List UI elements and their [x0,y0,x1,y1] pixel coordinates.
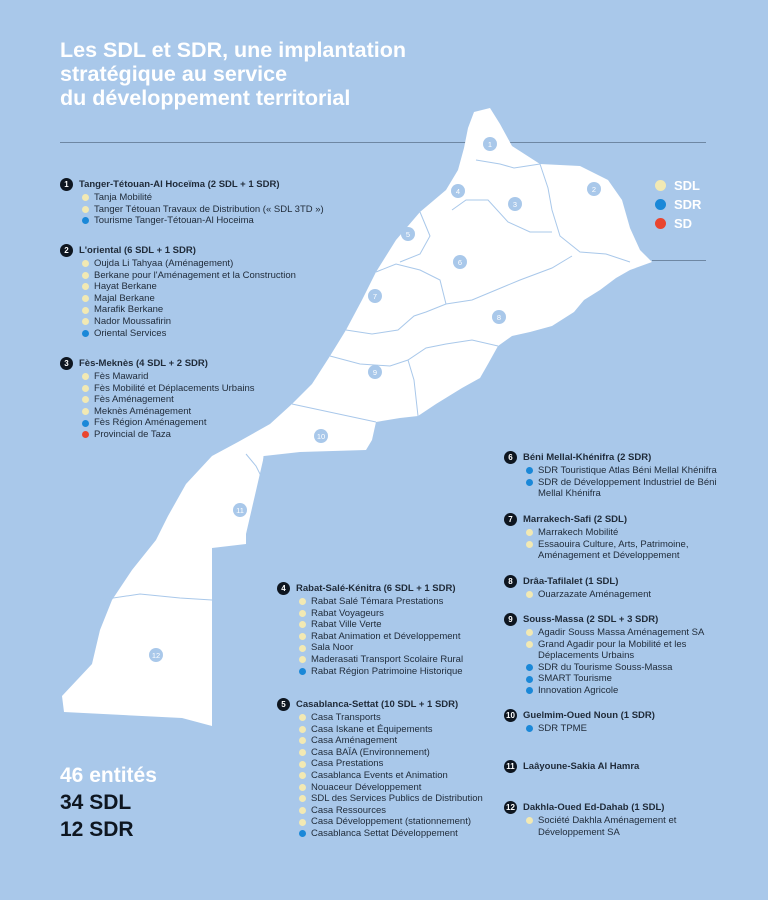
sdr-dot-icon [526,664,533,671]
entity-name: Grand Agadir pour la Mobilité et les Déplacements Urbains [538,638,687,662]
entity-name: SDL des Services Publics de Distribution [311,793,483,805]
sdl-dot-icon [299,726,306,733]
sdr-dot-icon [526,467,533,474]
svg-text:5: 5 [405,230,411,239]
region-heading [60,178,390,191]
svg-text:3: 3 [512,200,518,209]
region-block-10 [504,709,719,735]
region-number-badge: 6 [504,451,517,464]
sdr-dot-icon [526,676,533,683]
svg-text:9: 9 [372,368,378,377]
entity-item [60,328,390,340]
entity-name: Casa Aménagement [311,735,398,747]
region-marker-5 [401,227,415,241]
entity-item [60,316,390,328]
legend-item-sd [655,214,701,233]
entity-item [504,815,719,838]
entity-name: Agadir Souss Massa Aménagement SA [538,627,705,638]
sdl-dot-icon [299,807,306,814]
entity-item [277,735,517,747]
region-marker-6 [453,255,467,269]
sdl-dot-icon [299,645,306,652]
sdl-dot-icon [526,591,533,598]
entity-item [60,304,390,316]
entity-item [504,477,719,500]
entity-item [277,712,517,724]
region-marker-4 [451,184,465,198]
region-number-badge: 3 [60,357,73,370]
entity-name: Rabat Salé Témara Prestations [311,596,444,607]
region-number-badge: 9 [504,613,517,626]
entity-name: Rabat Voyageurs [311,607,384,619]
entity-item [277,596,507,608]
region-number-badge: 5 [277,698,290,711]
region-heading [504,513,719,526]
entity-item [60,371,390,383]
sdl-dot-icon [299,714,306,721]
region-heading [504,451,719,464]
entity-name: Casa Iskane et Équipements [311,723,433,735]
sdl-dot-icon [82,385,89,392]
entity-name: Majal Berkane [94,292,155,304]
entity-name: Tanger Tétouan Travaux de Distribution (« SDL 3TD ») [94,203,324,215]
sdl-dot-icon [299,656,306,663]
region-marker-3 [508,197,522,211]
sdr-dot-icon [526,687,533,694]
region-block-12 [504,801,719,838]
legend-item-sdr [655,195,701,214]
entity-item [60,204,390,216]
region-heading [504,575,719,588]
region-number-badge: 2 [60,244,73,257]
title-line-2: stratégique au service [60,62,288,86]
sdr-dot-icon [526,725,533,732]
region-title: Laâyoune-Sakia Al Hamra [523,760,640,772]
entity-item [60,215,390,227]
svg-text:6: 6 [457,258,463,267]
entity-name: Nouaceur Développement [311,781,422,793]
region-marker-2 [587,182,601,196]
entity-item [277,747,517,759]
entity-name: Rabat Animation et Développement [311,630,461,642]
entity-name: SDR de Développement Industriel de Béni Mellal Khénifra [538,476,717,500]
region-number-badge: 10 [504,709,517,722]
region-title: Rabat-Salé-Kénitra (6 SDL + 1 SDR) [296,582,456,594]
entity-name: Meknès Aménagement [94,405,192,417]
region-title: Marrakech-Safi (2 SDL) [523,513,628,525]
entity-name: Casa Transports [311,712,381,723]
sdl-dot-icon [82,307,89,314]
region-title: Drâa-Tafilalet (1 SDL) [523,575,619,587]
entity-item [277,828,517,840]
svg-text:12: 12 [151,651,161,660]
title-line-1: Les SDL et SDR, une implantation [60,38,407,62]
entity-item [60,281,390,293]
region-marker-11 [233,503,247,517]
title-line-3: du développement territorial [60,86,351,110]
sdr-dot-icon [655,199,666,210]
entity-item [277,654,507,666]
region-heading [277,698,517,711]
entity-name: SDR TPME [538,723,587,734]
sdr-dot-icon [526,479,533,486]
sdl-dot-icon [299,784,306,791]
sdl-dot-icon [299,598,306,605]
entity-item [277,642,507,654]
region-marker-1 [483,137,497,151]
region-marker-12 [149,648,163,662]
svg-text:8: 8 [496,313,502,322]
entity-name: Sala Noor [311,642,354,654]
sdl-dot-icon [299,610,306,617]
sdl-dot-icon [82,194,89,201]
entity-name: Provincial de Taza [94,428,171,440]
sdl-dot-icon [526,541,533,548]
entity-item [277,816,517,828]
entity-item [60,406,390,418]
entity-item [60,258,390,270]
sdl-dot-icon [82,206,89,213]
entity-name: Maderasati Transport Scolaire Rural [311,653,464,665]
region-heading [60,357,390,370]
entity-name: Casa Prestations [311,758,384,770]
entity-item [277,793,517,805]
region-block-8 [504,575,719,601]
sdr-dot-icon [299,830,306,837]
region-title: Béni Mellal-Khénifra (2 SDR) [523,451,652,463]
entity-name: Marrakech Mobilité [538,527,619,538]
sdl-dot-icon [299,819,306,826]
region-block-5 [277,698,517,840]
region-number-badge: 8 [504,575,517,588]
entity-name: Casa Développement (stationnement) [311,816,472,828]
entity-item [277,724,517,736]
svg-text:11: 11 [236,506,244,515]
sd-dot-icon [82,431,89,438]
entity-item [277,619,507,631]
sdr-dot-icon [82,217,89,224]
entity-name: Nador Moussafirin [94,315,172,327]
entity-name: Casablanca Events et Animation [311,769,448,781]
svg-text:1: 1 [487,140,493,149]
entity-name: Oriental Services [94,327,167,339]
entity-name: SDR Touristique Atlas Béni Mellal Khénifra [538,465,717,476]
legend-item-sdl [655,176,701,195]
entity-name: Berkane pour l'Aménagement et la Construction [94,269,296,281]
entity-item [504,685,719,697]
sdl-dot-icon [82,396,89,403]
region-block-2 [60,244,390,339]
region-block-7 [504,513,719,562]
svg-text:2: 2 [591,185,597,194]
entity-name: Tanja Mobilité [94,192,153,203]
entity-item [60,192,390,204]
region-number-badge: 12 [504,801,517,814]
region-block-11 [504,760,719,774]
region-title: L'oriental (6 SDL + 1 SDR) [79,244,196,256]
entity-item [60,270,390,282]
region-block-4 [277,582,507,677]
entity-item [504,723,719,735]
region-heading [504,801,719,814]
sdl-dot-icon [82,318,89,325]
region-title: Casablanca-Settat (10 SDL + 1 SDR) [296,698,459,710]
svg-text:7: 7 [372,292,378,301]
region-title: Fès-Meknès (4 SDL + 2 SDR) [79,357,208,369]
entity-name: Hayat Berkane [94,281,157,293]
entity-name: Rabat Région Patrimoine Historique [311,665,463,677]
sdl-dot-icon [82,272,89,279]
entity-name: Fès Mobilité et Déplacements Urbains [94,382,255,394]
region-number-badge: 4 [277,582,290,595]
entity-name: Oujda Li Tahyaa (Aménagement) [94,258,234,269]
entity-name: Innovation Agricole [538,684,619,696]
sdl-dot-icon [526,529,533,536]
entity-name: Essaouira Culture, Arts, Patrimoine, Aménagement et Développement [538,538,689,562]
region-title: Tanger-Tétouan-Al Hoceïma (2 SDL + 1 SDR) [79,178,280,190]
region-block-3 [60,357,390,441]
sdl-dot-icon [299,772,306,779]
sd-dot-icon [655,218,666,229]
entity-name: Fès Aménagement [94,394,174,406]
sdl-dot-icon [299,795,306,802]
legend [655,176,701,233]
legend-label: SD [674,216,693,231]
entity-name: SDR du Tourisme Souss-Massa [538,661,673,673]
entity-item [277,666,507,678]
entity-item [504,589,719,601]
entity-item [504,539,719,562]
sdl-dot-icon [299,761,306,768]
sdl-dot-icon [82,295,89,302]
entity-item [277,631,507,643]
sdr-dot-icon [82,420,89,427]
entity-name: Casa BAÏA (Environnement) [311,746,430,758]
entity-item [277,805,517,817]
region-heading [60,244,390,257]
region-marker-8 [492,310,506,324]
entity-item [60,293,390,305]
entity-item [277,608,507,620]
region-number-badge: 7 [504,513,517,526]
region-block-9 [504,613,719,697]
sdl-dot-icon [526,817,533,824]
entity-name: Rabat Ville Verte [311,619,382,631]
svg-text:4: 4 [455,187,461,196]
entity-name: Marafik Berkane [94,304,164,316]
legend-label: SDL [674,178,700,193]
entity-item [504,673,719,685]
entity-item [504,465,719,477]
entity-name: Tourisme Tanger-Tétouan-Al Hoceima [94,215,254,227]
entity-item [504,662,719,674]
region-number-badge: 1 [60,178,73,191]
sdl-dot-icon [655,180,666,191]
entity-item [60,417,390,429]
entity-item [504,627,719,639]
region-title: Dakhla-Oued Ed-Dahab (1 SDL) [523,801,665,813]
region-number-badge: 11 [504,760,517,773]
entity-item [504,639,719,662]
sdl-dot-icon [526,641,533,648]
region-title: Guelmim-Oued Noun (1 SDR) [523,709,655,721]
sdr-dot-icon [82,330,89,337]
entity-item [277,770,517,782]
region-heading [504,709,719,722]
region-heading [504,760,719,773]
sdl-dot-icon [526,629,533,636]
sdl-dot-icon [299,749,306,756]
entity-name: Fès Mawarid [94,371,149,382]
entity-name: Fès Région Aménagement [94,417,207,429]
entity-item [277,758,517,770]
totals [60,762,157,843]
legend-label: SDR [674,197,702,212]
entity-name: Casa Ressources [311,804,386,816]
entity-name: Casablanca Settat Développement [311,827,458,839]
sdl-dot-icon [299,737,306,744]
total-entities: 46 entités [60,764,157,787]
region-block-6 [504,451,719,500]
sdr-dot-icon [299,668,306,675]
region-heading [504,613,719,626]
sdl-dot-icon [299,633,306,640]
entity-name: Société Dakhla Aménagement et Développement SA [538,815,677,838]
entity-name: Ouarzazate Aménagement [538,589,652,600]
svg-text:10: 10 [316,432,326,441]
entity-name: SMART Tourisme [538,673,612,685]
entity-item [277,782,517,794]
total-sdr: 12 SDR [60,818,134,841]
region-title: Souss-Massa (2 SDL + 3 SDR) [523,613,659,625]
entity-item [504,527,719,539]
region-heading [277,582,507,595]
sdl-dot-icon [82,283,89,290]
sdl-dot-icon [82,408,89,415]
sdl-dot-icon [299,621,306,628]
entity-item [60,394,390,406]
sdl-dot-icon [82,260,89,267]
region-block-1 [60,178,390,227]
total-sdl: 34 SDL [60,791,132,814]
entity-item [60,383,390,395]
sdl-dot-icon [82,373,89,380]
entity-item [60,429,390,441]
